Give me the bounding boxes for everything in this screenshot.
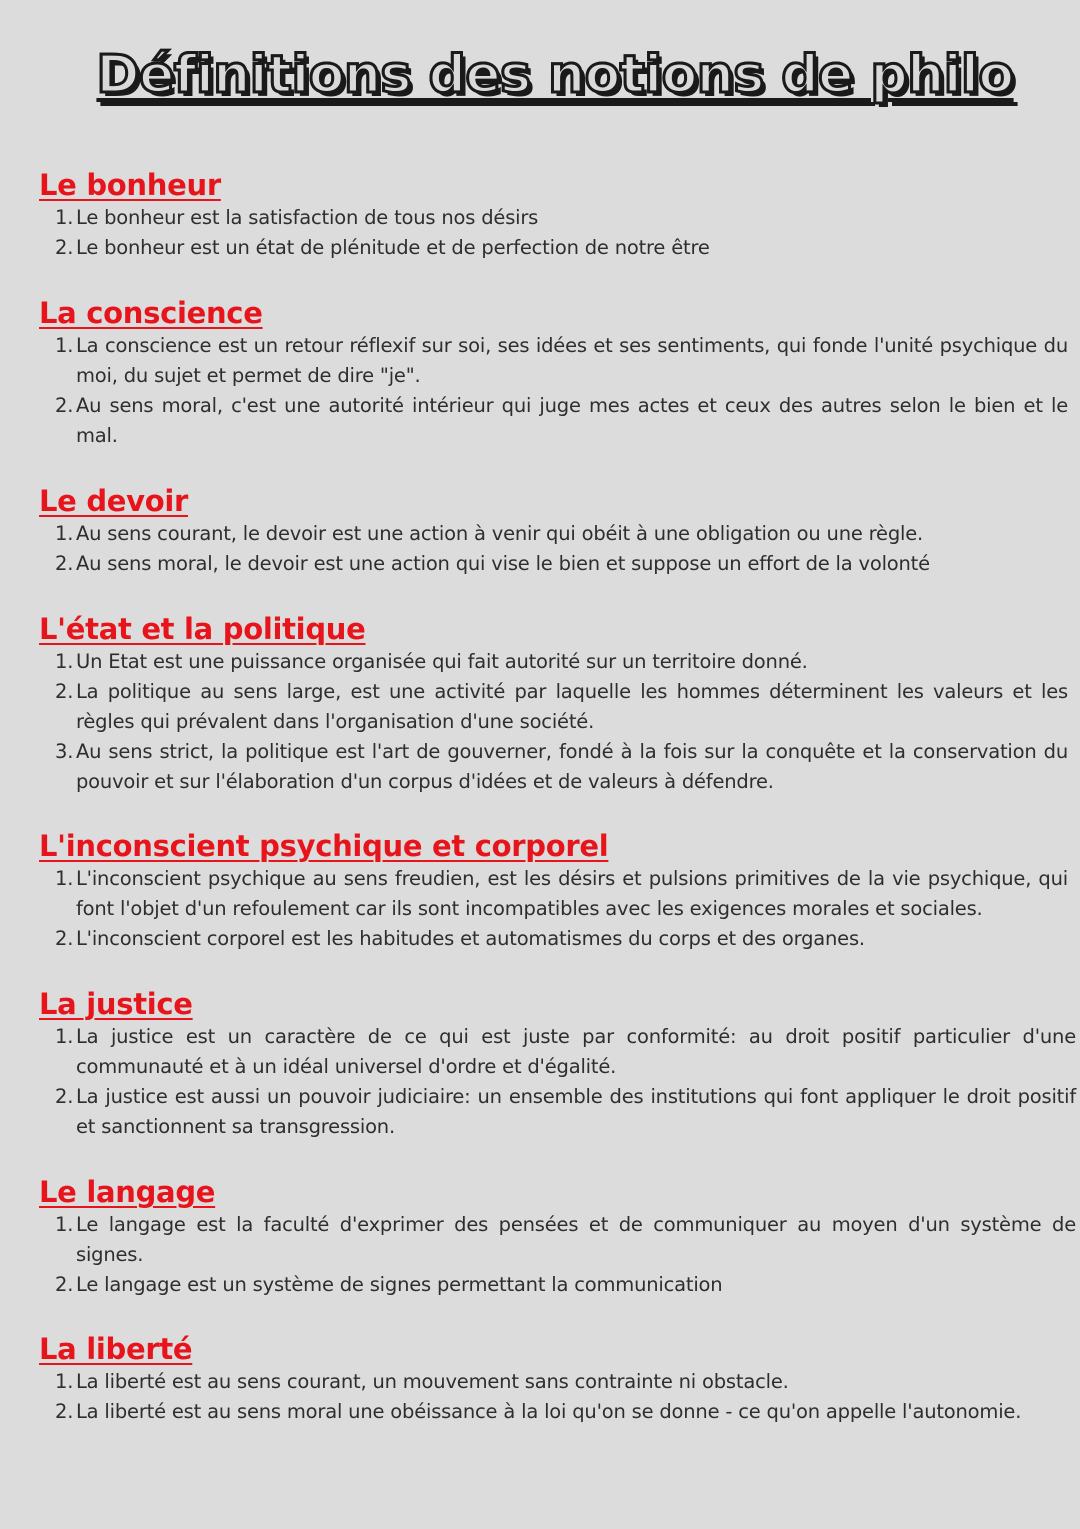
section-heading: La justice <box>39 987 193 1021</box>
item-text: L'inconscient corporel est les habitudes et automatismes du corps et des organes. <box>76 927 865 950</box>
item-number: 1. <box>55 522 74 545</box>
item-text: L'inconscient psychique au sens freudien, est les désirs et pulsions primitives de la vie psychique, qui font l'objet d'un refoulement car ils sont incompatibles avec les exigences morales et sociales. <box>76 867 1068 920</box>
item-number: 2. <box>55 236 74 259</box>
section-etat-politique <box>38 611 1068 797</box>
section-devoir <box>38 483 1068 579</box>
definition-list <box>38 647 1068 797</box>
item-text: Au sens strict, la politique est l'art de gouverner, fondé à la fois sur la conquête et la conservation du pouvoir et sur l'élaboration d'un corpus d'idées et de valeurs à défendre. <box>76 740 1068 793</box>
definition-list <box>38 1210 1076 1300</box>
item-text: La liberté est au sens courant, un mouvement sans contrainte ni obstacle. <box>76 1370 789 1393</box>
definition-list <box>38 1022 1076 1142</box>
list-item <box>38 331 1068 391</box>
item-number: 1. <box>55 334 74 357</box>
item-text: Un Etat est une puissance organisée qui fait autorité sur un territoire donné. <box>76 650 808 673</box>
item-number: 2. <box>55 1273 74 1296</box>
item-number: 1. <box>55 1370 74 1393</box>
list-item <box>38 1210 1076 1270</box>
list-item <box>38 677 1068 737</box>
item-text: La justice est un caractère de ce qui est juste par conformité: au droit positif particulier d'une communauté et à un idéal universel d'ordre et d'égalité. <box>76 1025 1076 1078</box>
list-item <box>38 737 1068 797</box>
section-justice <box>38 986 1076 1142</box>
item-text: Le bonheur est la satisfaction de tous nos désirs <box>76 206 539 229</box>
definition-list <box>38 331 1068 451</box>
list-item <box>38 1270 1076 1300</box>
section-conscience <box>38 295 1068 451</box>
section-heading: La conscience <box>39 296 263 330</box>
section-langage <box>38 1174 1076 1300</box>
item-text: Au sens moral, le devoir est une action qui vise le bien et suppose un effort de la volonté <box>76 552 930 575</box>
item-number: 1. <box>55 650 74 673</box>
section-heading: Le devoir <box>39 484 189 518</box>
section-inconscient <box>38 828 1068 954</box>
item-text: Le langage est un système de signes permettant la communication <box>76 1273 723 1296</box>
item-number: 2. <box>55 394 74 417</box>
list-item <box>38 1367 1068 1397</box>
definition-list <box>38 864 1068 954</box>
item-text: Le langage est la faculté d'exprimer des pensées et de communiquer au moyen d'un système de signes. <box>76 1213 1076 1266</box>
list-item <box>38 233 1068 263</box>
list-item <box>38 1397 1068 1427</box>
list-item <box>38 203 1068 233</box>
item-text: Le bonheur est un état de plénitude et de perfection de notre être <box>76 236 710 259</box>
page-title: Définitions des notions de philo <box>96 45 1014 105</box>
section-heading: L'état et la politique <box>39 612 366 646</box>
item-number: 1. <box>55 1025 74 1048</box>
section-bonheur <box>38 167 1068 263</box>
list-item <box>38 864 1068 924</box>
section-heading: Le langage <box>39 1175 216 1209</box>
item-number: 2. <box>55 1085 74 1108</box>
item-number: 1. <box>55 206 74 229</box>
item-number: 1. <box>55 1213 74 1236</box>
list-item <box>38 549 1068 579</box>
section-liberte <box>38 1331 1068 1427</box>
list-item <box>38 1022 1076 1082</box>
list-item <box>38 924 1068 954</box>
item-text: La politique au sens large, est une activité par laquelle les hommes déterminent les valeurs et les règles qui prévalent dans l'organisation d'une société. <box>76 680 1068 733</box>
section-heading: La liberté <box>39 1332 193 1366</box>
list-item <box>38 1082 1076 1142</box>
item-text: La conscience est un retour réflexif sur soi, ses idées et ses sentiments, qui fonde l'unité psychique du moi, du sujet et permet de dire "je". <box>76 334 1068 387</box>
section-heading: L'inconscient psychique et corporel <box>39 829 609 863</box>
definition-list <box>38 203 1068 263</box>
item-number: 2. <box>55 680 74 703</box>
item-number: 3. <box>55 740 74 763</box>
section-heading: Le bonheur <box>39 168 221 202</box>
item-number: 2. <box>55 1400 74 1423</box>
list-item <box>38 391 1068 451</box>
item-text: Au sens moral, c'est une autorité intérieur qui juge mes actes et ceux des autres selon le bien et le mal. <box>76 394 1068 447</box>
definition-list <box>38 1367 1068 1427</box>
item-number: 2. <box>55 927 74 950</box>
item-text: La liberté est au sens moral une obéissance à la loi qu'on se donne - ce qu'on appelle l'autonomie. <box>76 1400 1022 1423</box>
list-item <box>38 647 1068 677</box>
item-text: La justice est aussi un pouvoir judiciaire: un ensemble des institutions qui font appliquer le droit positif et sanctionnent sa transgression. <box>76 1085 1076 1138</box>
list-item <box>38 519 1068 549</box>
item-number: 1. <box>55 867 74 890</box>
item-number: 2. <box>55 552 74 575</box>
definition-list <box>38 519 1068 579</box>
item-text: Au sens courant, le devoir est une action à venir qui obéit à une obligation ou une règle. <box>76 522 924 545</box>
